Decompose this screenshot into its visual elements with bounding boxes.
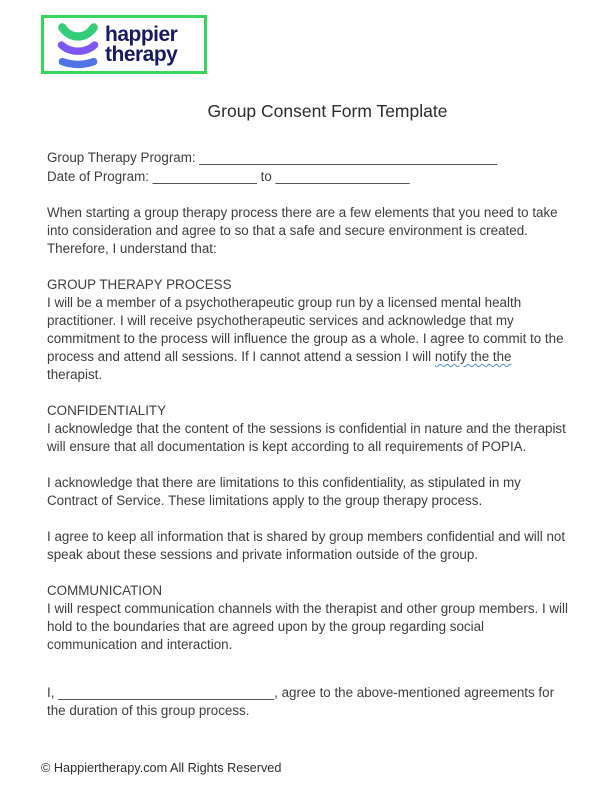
process-text-after: therapist. xyxy=(47,367,103,382)
page-title: Group Consent Form Template xyxy=(207,101,448,121)
confidentiality-paragraph-3: I agree to keep all information that is shared by group members confidential and will not speak about these sessions and private information outside of the group. xyxy=(47,529,566,562)
date-from-blank-line[interactable]: ______________ xyxy=(152,169,257,184)
logo-word-happier: happier xyxy=(105,22,178,46)
logo-wordmark xyxy=(105,22,178,66)
signature-suffix: , agree to the above-mentioned agreements for the duration of this group process. xyxy=(47,685,555,718)
heading-confidentiality: CONFIDENTIALITY xyxy=(47,403,167,418)
logo-word-therapy: therapy xyxy=(105,42,178,66)
date-label: Date of Program: xyxy=(47,169,153,184)
signature-line xyxy=(47,684,568,720)
signature-prefix: I, xyxy=(47,685,59,700)
date-to-word: to xyxy=(256,169,276,184)
process-paragraph xyxy=(47,294,568,384)
document-body xyxy=(47,149,568,720)
communication-paragraph: I will respect communication channels with the therapist and other group members. I will hold to the boundaries that are agreed upon by the group regarding social communication and interaction. xyxy=(47,601,568,652)
heading-group-therapy-process: GROUP THERAPY PROCESS xyxy=(47,277,232,292)
confidentiality-paragraph-1: I acknowledge that the content of the sessions is confidential in nature and the therapist will ensure that all documentation is kept according to all requirements of POPIA. xyxy=(47,421,566,454)
heading-communication: COMMUNICATION xyxy=(47,583,163,598)
program-line xyxy=(47,149,568,167)
date-to-blank-line[interactable]: __________________ xyxy=(275,169,410,184)
intro-paragraph: When starting a group therapy process there are a few elements that you need to take into consideration and agree to so that a safe and secure environment is created. Therefore, I understand that: xyxy=(47,205,558,256)
program-label: Group Therapy Program: xyxy=(47,150,200,165)
date-line xyxy=(47,168,568,186)
signature-name-blank-line[interactable]: _____________________________ xyxy=(58,685,275,700)
grammar-suggestion-notify-the-the[interactable]: notify the the xyxy=(434,349,512,364)
logo-arcs-icon xyxy=(56,21,100,69)
copyright-footer: © Happiertherapy.com All Rights Reserved xyxy=(41,761,282,775)
process-text-before: I will be a member of a psychotherapeutic group run by a licensed mental health practitioner. I will receive psychotherapeutic services and acknowledge that my commitment to the process will influence the group as a whole. I agree to commit to the process and attend all sessions. If I cannot attend a session I will xyxy=(47,295,564,364)
program-blank-line[interactable]: ________________________________________ xyxy=(199,150,498,165)
happier-therapy-logo xyxy=(41,15,207,74)
confidentiality-paragraph-2: I acknowledge that there are limitations to this confidentiality, as stipulated in my Contract of Service. These limitations apply to the group therapy process. xyxy=(47,475,521,508)
